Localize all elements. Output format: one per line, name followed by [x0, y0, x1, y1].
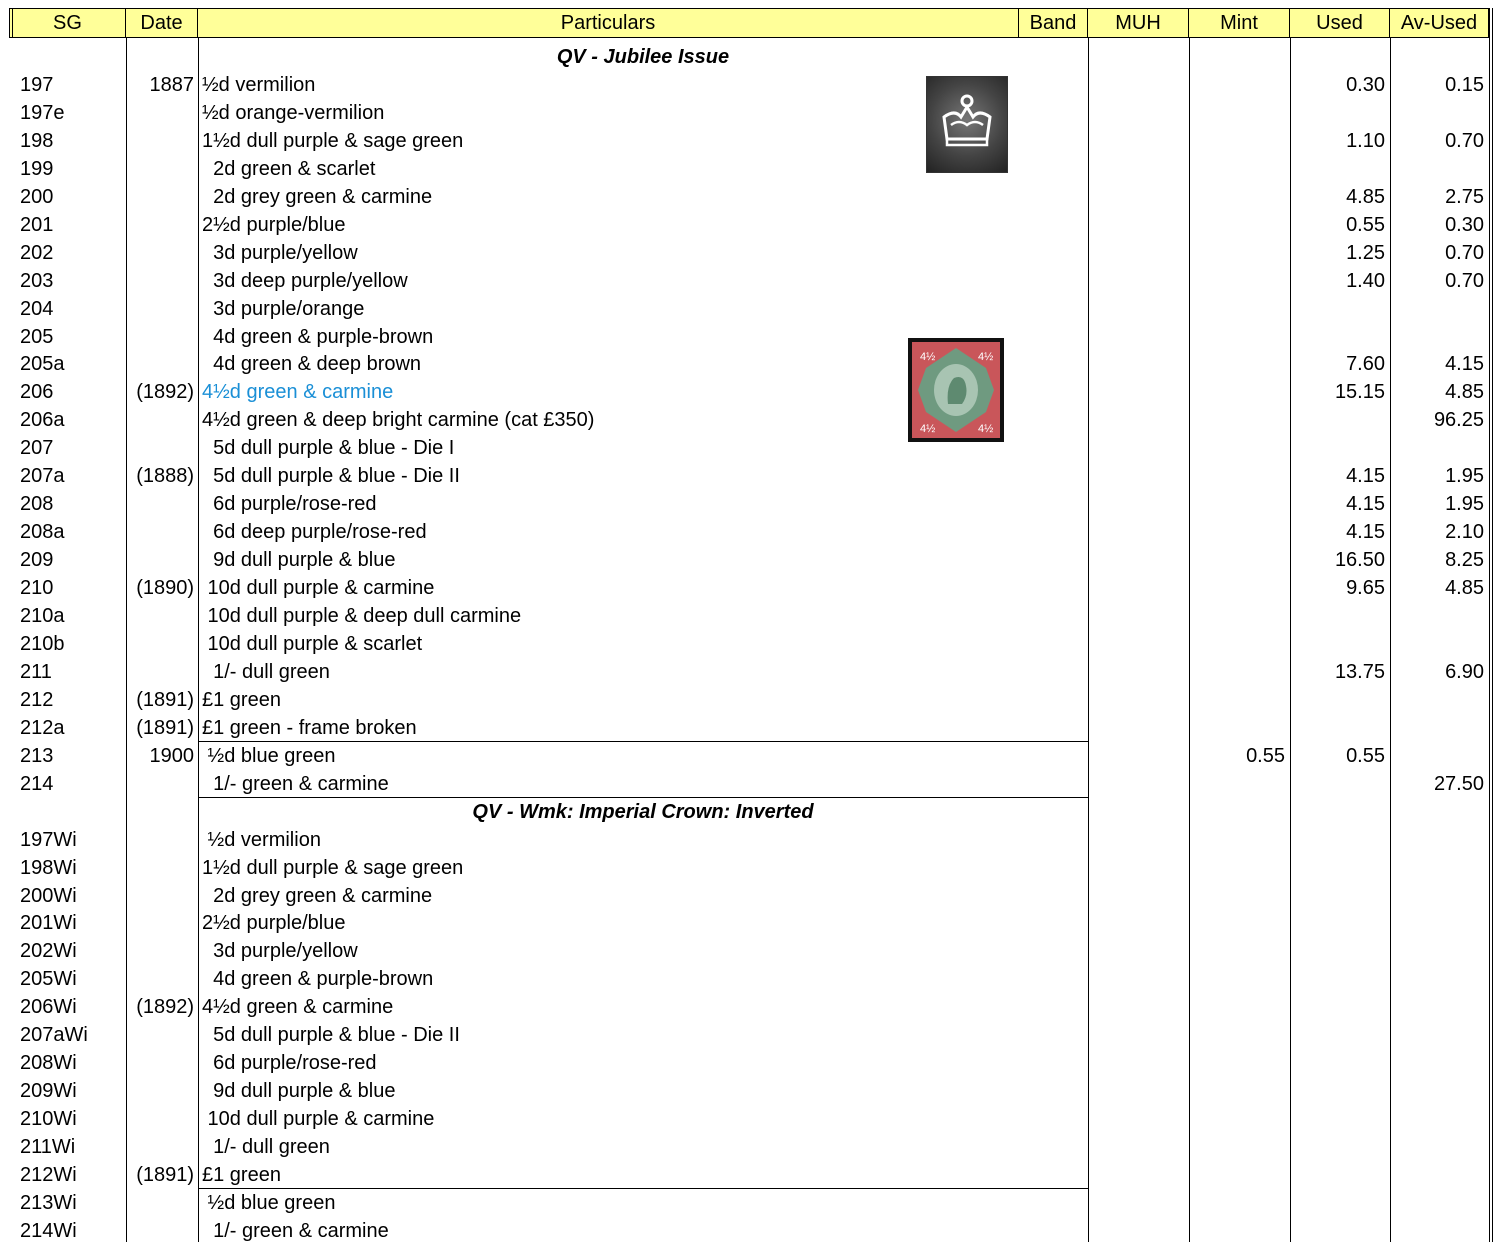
used-value[interactable]: 16.50: [1334, 549, 1385, 572]
particulars-cell[interactable]: 9d dull purple & blue: [202, 549, 396, 572]
sg-number[interactable]: 207: [20, 437, 54, 460]
mint-value[interactable]: [1189, 323, 1285, 351]
date-cell[interactable]: 1900: [149, 744, 194, 767]
sg-number[interactable]: 202: [20, 241, 54, 264]
header-top-border: [9, 8, 1490, 9]
av-used-value[interactable]: [1390, 155, 1484, 183]
mint-value[interactable]: [1189, 882, 1285, 910]
used-value[interactable]: [1290, 1077, 1385, 1105]
date-cell[interactable]: [126, 854, 194, 882]
particulars-cell[interactable]: ½d blue green: [202, 744, 336, 767]
used-value[interactable]: [1290, 993, 1385, 1021]
av-used-value[interactable]: [1390, 882, 1484, 910]
mint-value[interactable]: [1189, 630, 1285, 658]
used-value[interactable]: [1290, 406, 1385, 434]
mint-value[interactable]: [1189, 770, 1285, 798]
stamp-4half-image: [908, 338, 1004, 442]
sg-number[interactable]: 200: [20, 185, 54, 208]
particulars-cell[interactable]: 4d green & purple-brown: [202, 325, 434, 348]
av-used-value[interactable]: [1390, 742, 1484, 770]
svg-text:4½: 4½: [920, 351, 936, 363]
header-particulars[interactable]: Particulars: [198, 9, 1019, 37]
particulars-link[interactable]: 4½d green & carmine: [202, 381, 394, 404]
mint-value[interactable]: [1189, 518, 1285, 546]
av-used-value[interactable]: 4.85: [1445, 577, 1484, 600]
header-sg[interactable]: SG: [9, 9, 126, 37]
stamp-icon: [908, 338, 1004, 442]
used-value[interactable]: [1290, 1189, 1385, 1217]
av-used-value[interactable]: [1390, 1133, 1484, 1161]
sg-number[interactable]: 212Wi: [20, 1164, 77, 1186]
used-value[interactable]: 9.65: [1346, 577, 1385, 600]
used-value[interactable]: 1.25: [1346, 241, 1385, 264]
date-cell[interactable]: [126, 490, 194, 518]
mint-value[interactable]: [1189, 1217, 1285, 1245]
particulars-cell[interactable]: ½d orange-vermilion: [202, 101, 385, 124]
mint-value[interactable]: [1189, 267, 1285, 295]
sg-number[interactable]: 213: [20, 744, 54, 767]
date-cell[interactable]: (1888): [136, 465, 194, 488]
date-cell[interactable]: [126, 99, 194, 127]
particulars-cell[interactable]: 10d dull purple & carmine: [202, 1108, 435, 1131]
particulars-cell[interactable]: 6d purple/rose-red: [202, 1052, 377, 1075]
mint-value[interactable]: [1189, 1105, 1285, 1133]
used-value[interactable]: [1290, 323, 1385, 351]
sg-number[interactable]: 209: [20, 549, 54, 572]
av-used-value[interactable]: 8.25: [1445, 549, 1484, 572]
date-cell[interactable]: [126, 658, 194, 686]
header-bottom-border: [9, 37, 1490, 38]
sg-number[interactable]: 212: [20, 688, 54, 711]
used-value[interactable]: [1290, 155, 1385, 183]
used-value[interactable]: [1290, 965, 1385, 993]
sg-number[interactable]: 201: [20, 213, 54, 236]
date-cell[interactable]: [126, 937, 194, 965]
sg-number[interactable]: 206a: [20, 409, 65, 432]
date-cell[interactable]: [126, 1105, 194, 1133]
av-used-value[interactable]: [1390, 1217, 1484, 1245]
used-value[interactable]: [1290, 909, 1385, 937]
sg-number[interactable]: 208: [20, 493, 54, 516]
mint-value[interactable]: [1189, 1021, 1285, 1049]
band-right-line: [1088, 37, 1089, 1242]
sg-number[interactable]: 207aWi: [20, 1024, 88, 1047]
av-used-value[interactable]: [1390, 1077, 1484, 1105]
date-cell[interactable]: [126, 155, 194, 183]
date-cell[interactable]: [126, 183, 194, 211]
mint-value[interactable]: [1189, 714, 1285, 742]
mint-value[interactable]: [1189, 211, 1285, 239]
particulars-cell[interactable]: 2d grey green & carmine: [202, 884, 433, 907]
particulars-cell[interactable]: ½d vermilion: [202, 73, 316, 96]
used-value[interactable]: [1290, 882, 1385, 910]
sg-number[interactable]: 197: [20, 73, 54, 96]
date-cell[interactable]: [126, 239, 194, 267]
used-value[interactable]: 0.30: [1346, 73, 1385, 96]
particulars-cell[interactable]: 9d dull purple & blue: [202, 1080, 396, 1103]
sg-number[interactable]: 213Wi: [20, 1191, 77, 1214]
used-value[interactable]: [1290, 714, 1385, 742]
av-used-value[interactable]: [1390, 1161, 1484, 1189]
mint-value[interactable]: [1189, 1077, 1285, 1105]
sg-number[interactable]: 208a: [20, 521, 65, 544]
date-cell[interactable]: [126, 211, 194, 239]
sg-number[interactable]: 206Wi: [20, 996, 77, 1019]
used-value[interactable]: 1.10: [1346, 129, 1385, 152]
used-value[interactable]: [1290, 630, 1385, 658]
av-used-value[interactable]: [1390, 909, 1484, 937]
header-band[interactable]: Band: [1019, 9, 1088, 37]
date-cell[interactable]: [126, 770, 194, 798]
sg-number[interactable]: 204: [20, 297, 54, 320]
mint-value[interactable]: [1189, 993, 1285, 1021]
sg-number[interactable]: 205a: [20, 353, 65, 376]
date-cell[interactable]: [126, 1189, 194, 1217]
sg-number[interactable]: 205: [20, 325, 54, 348]
sg-number[interactable]: 210a: [20, 605, 65, 627]
mint-value[interactable]: 0.55: [1246, 744, 1285, 767]
av-used-value[interactable]: [1390, 965, 1484, 993]
particulars-cell[interactable]: 4½d green & deep bright carmine (cat £350): [202, 409, 595, 432]
date-cell[interactable]: [126, 546, 194, 574]
particulars-cell[interactable]: 10d dull purple & deep dull carmine: [202, 605, 522, 627]
particulars-col-line: [198, 37, 199, 1242]
av-used-value[interactable]: 1.95: [1445, 465, 1484, 488]
av-used-value[interactable]: 0.70: [1445, 269, 1484, 292]
header-date[interactable]: Date: [126, 9, 198, 37]
header-av-used[interactable]: Av-Used: [1390, 9, 1489, 37]
particulars-cell[interactable]: £1 green: [202, 688, 281, 711]
mint-value[interactable]: [1189, 854, 1285, 882]
date-cell[interactable]: [126, 909, 194, 937]
mint-value[interactable]: [1189, 350, 1285, 378]
header-mint[interactable]: Mint: [1189, 9, 1290, 37]
av-used-value[interactable]: 1.95: [1445, 493, 1484, 516]
used-value[interactable]: 0.55: [1346, 744, 1385, 767]
av-used-value[interactable]: [1390, 1105, 1484, 1133]
particulars-cell[interactable]: 3d purple/yellow: [202, 940, 358, 963]
used-value[interactable]: [1290, 1161, 1385, 1189]
mint-value[interactable]: [1189, 826, 1285, 854]
date-cell[interactable]: [126, 518, 194, 546]
av-used-value[interactable]: 2.75: [1445, 185, 1484, 208]
mint-value[interactable]: [1189, 1049, 1285, 1077]
used-value[interactable]: [1290, 1049, 1385, 1077]
used-value[interactable]: [1290, 1133, 1385, 1161]
particulars-cell[interactable]: 1½d dull purple & sage green: [202, 856, 464, 879]
particulars-cell[interactable]: 2d grey green & carmine: [202, 185, 433, 208]
mint-value[interactable]: [1189, 434, 1285, 462]
date-cell[interactable]: [126, 826, 194, 854]
sg-number[interactable]: 210b: [20, 632, 65, 655]
particulars-cell[interactable]: 5d dull purple & blue - Die I: [202, 437, 455, 460]
used-value[interactable]: [1290, 1105, 1385, 1133]
particulars-cell[interactable]: 10d dull purple & carmine: [202, 577, 435, 600]
mint-value[interactable]: [1189, 1133, 1285, 1161]
particulars-cell[interactable]: 2½d purple/blue: [202, 912, 346, 935]
av-used-value[interactable]: 96.25: [1433, 409, 1484, 432]
left-frame-line: [12, 8, 13, 38]
used-value[interactable]: [1290, 602, 1385, 630]
av-used-value[interactable]: [1390, 1049, 1484, 1077]
used-value[interactable]: [1290, 99, 1385, 127]
used-value[interactable]: 4.15: [1346, 465, 1385, 488]
particulars-cell[interactable]: 2d green & scarlet: [202, 157, 376, 180]
particulars-cell[interactable]: 4d green & purple-brown: [202, 968, 434, 991]
mint-value[interactable]: [1189, 965, 1285, 993]
av-used-value[interactable]: 4.85: [1445, 381, 1484, 404]
used-value[interactable]: [1290, 826, 1385, 854]
av-used-value[interactable]: 6.90: [1445, 660, 1484, 683]
particulars-cell[interactable]: £1 green: [202, 1164, 281, 1186]
sg-number[interactable]: 214Wi: [20, 1219, 77, 1242]
used-value[interactable]: [1290, 770, 1385, 798]
mint-value[interactable]: [1189, 99, 1285, 127]
mint-value[interactable]: [1189, 127, 1285, 155]
svg-text:4½: 4½: [978, 423, 994, 435]
section-title: QV - Jubilee Issue: [556, 46, 730, 68]
particulars-cell[interactable]: 5d dull purple & blue - Die II: [202, 465, 460, 488]
used-value[interactable]: [1290, 295, 1385, 323]
av-used-value[interactable]: [1390, 323, 1484, 351]
particulars-cell[interactable]: ½d blue green: [202, 1191, 336, 1214]
header-used[interactable]: Used: [1290, 9, 1390, 37]
mint-value[interactable]: [1189, 462, 1285, 490]
used-value[interactable]: [1290, 434, 1385, 462]
sg-number[interactable]: 201Wi: [20, 912, 77, 935]
particulars-cell[interactable]: 1/- green & carmine: [202, 1219, 389, 1242]
sg-number[interactable]: 206: [20, 381, 54, 404]
date-cell[interactable]: (1891): [136, 716, 194, 739]
sg-number[interactable]: 214: [20, 772, 54, 795]
used-value[interactable]: [1290, 937, 1385, 965]
particulars-cell[interactable]: 1/- dull green: [202, 660, 330, 683]
mint-value[interactable]: [1189, 574, 1285, 602]
section-title: QV - Wmk: Imperial Crown: Inverted: [472, 800, 814, 823]
av-used-value[interactable]: 0.70: [1445, 129, 1484, 152]
mint-value[interactable]: [1189, 546, 1285, 574]
sg-number[interactable]: 212a: [20, 716, 65, 739]
particulars-cell[interactable]: 5d dull purple & blue - Die II: [202, 1024, 460, 1047]
used-value[interactable]: 4.15: [1346, 493, 1385, 516]
mint-value[interactable]: [1189, 183, 1285, 211]
mint-value[interactable]: [1189, 658, 1285, 686]
used-value[interactable]: 7.60: [1346, 353, 1385, 376]
used-value[interactable]: [1290, 686, 1385, 714]
date-cell[interactable]: [126, 323, 194, 351]
used-value[interactable]: [1290, 1217, 1385, 1245]
date-cell[interactable]: [126, 1217, 194, 1245]
date-cell[interactable]: [126, 1133, 194, 1161]
date-cell[interactable]: [126, 267, 194, 295]
particulars-cell[interactable]: 6d purple/rose-red: [202, 493, 377, 516]
date-cell[interactable]: (1891): [136, 1164, 194, 1186]
av-used-value[interactable]: 0.70: [1445, 241, 1484, 264]
sg-number[interactable]: 198Wi: [20, 856, 77, 879]
particulars-cell[interactable]: 3d purple/yellow: [202, 241, 358, 264]
date-cell[interactable]: [126, 882, 194, 910]
particulars-cell[interactable]: £1 green - frame broken: [202, 716, 417, 739]
particulars-cell[interactable]: 3d purple/orange: [202, 297, 365, 320]
mint-value[interactable]: [1189, 1189, 1285, 1217]
date-cell[interactable]: [126, 630, 194, 658]
mint-value[interactable]: [1189, 239, 1285, 267]
av-used-value[interactable]: 0.30: [1445, 213, 1484, 236]
right-frame-line: [1492, 8, 1493, 1242]
mint-value[interactable]: [1189, 71, 1285, 99]
sg-number[interactable]: 211: [20, 660, 52, 683]
sg-number[interactable]: 200Wi: [20, 884, 77, 907]
particulars-cell[interactable]: 10d dull purple & scarlet: [202, 632, 423, 655]
sg-number[interactable]: 211Wi: [20, 1136, 76, 1159]
mint-value[interactable]: [1189, 909, 1285, 937]
sg-number[interactable]: 197e: [20, 101, 65, 124]
particulars-cell[interactable]: 4d green & deep brown: [202, 353, 422, 376]
date-cell[interactable]: (1891): [136, 688, 194, 711]
mint-value[interactable]: [1189, 295, 1285, 323]
date-cell[interactable]: [126, 1049, 194, 1077]
used-value[interactable]: 4.85: [1346, 185, 1385, 208]
particulars-cell[interactable]: 1/- dull green: [202, 1136, 330, 1159]
crown-watermark-image: [926, 76, 1008, 173]
particulars-cell[interactable]: ½d vermilion: [202, 828, 321, 851]
particulars-cell[interactable]: 2½d purple/blue: [202, 213, 346, 236]
used-value[interactable]: 0.55: [1346, 213, 1385, 236]
used-value[interactable]: [1290, 854, 1385, 882]
mint-value[interactable]: [1189, 937, 1285, 965]
date-cell[interactable]: [126, 1021, 194, 1049]
mint-value[interactable]: [1189, 1161, 1285, 1189]
date-cell[interactable]: [126, 127, 194, 155]
date-cell[interactable]: [126, 1077, 194, 1105]
particulars-cell[interactable]: 1/- green & carmine: [202, 772, 389, 795]
av-used-value[interactable]: [1390, 686, 1484, 714]
av-used-value[interactable]: [1390, 99, 1484, 127]
av-used-value[interactable]: 27.50: [1433, 772, 1484, 795]
sg-number[interactable]: 210Wi: [20, 1108, 77, 1131]
av-used-value[interactable]: [1390, 993, 1484, 1021]
date-cell[interactable]: (1892): [136, 996, 194, 1019]
sg-number[interactable]: 208Wi: [20, 1052, 77, 1075]
sg-number[interactable]: 207a: [20, 465, 65, 488]
date-cell[interactable]: [126, 434, 194, 462]
date-cell[interactable]: [126, 406, 194, 434]
particulars-cell[interactable]: 4½d green & carmine: [202, 996, 394, 1019]
used-value[interactable]: [1290, 1021, 1385, 1049]
mint-value[interactable]: [1189, 406, 1285, 434]
av-used-value[interactable]: [1390, 1021, 1484, 1049]
date-cell[interactable]: [126, 602, 194, 630]
av-used-value[interactable]: [1390, 295, 1484, 323]
date-cell[interactable]: [126, 350, 194, 378]
sg-number[interactable]: 205Wi: [20, 968, 77, 991]
av-used-value[interactable]: [1390, 602, 1484, 630]
particulars-cell[interactable]: 3d deep purple/yellow: [202, 269, 408, 292]
sg-number[interactable]: 199: [20, 157, 54, 180]
sg-number[interactable]: 198: [20, 129, 54, 152]
sheet-right-border: [1489, 8, 1490, 1242]
av-used-value[interactable]: 2.10: [1445, 521, 1484, 544]
av-used-value[interactable]: [1390, 937, 1484, 965]
av-used-value[interactable]: [1390, 826, 1484, 854]
av-used-value[interactable]: [1390, 434, 1484, 462]
mint-value[interactable]: [1189, 602, 1285, 630]
particulars-cell[interactable]: 1½d dull purple & sage green: [202, 129, 464, 152]
sg-number[interactable]: 209Wi: [20, 1080, 77, 1103]
sheet-left-border: [9, 8, 10, 38]
av-used-value[interactable]: 4.15: [1445, 353, 1484, 376]
header-muh[interactable]: MUH: [1088, 9, 1189, 37]
svg-text:4½: 4½: [978, 351, 994, 363]
av-used-value[interactable]: [1390, 714, 1484, 742]
sg-number[interactable]: 203: [20, 269, 54, 292]
crown-icon: [927, 77, 1007, 172]
mint-value[interactable]: [1189, 378, 1285, 406]
av-used-value[interactable]: [1390, 1189, 1484, 1217]
mint-value[interactable]: [1189, 490, 1285, 518]
sg-number[interactable]: 202Wi: [20, 940, 77, 963]
av-used-value[interactable]: 0.15: [1445, 73, 1484, 96]
used-value[interactable]: 4.15: [1346, 521, 1385, 544]
used-value[interactable]: 15.15: [1334, 381, 1385, 404]
sg-number[interactable]: 197Wi: [20, 828, 77, 851]
sg-number[interactable]: 210: [20, 577, 54, 600]
av-used-value[interactable]: [1390, 630, 1484, 658]
mint-value[interactable]: [1189, 686, 1285, 714]
mint-value[interactable]: [1189, 155, 1285, 183]
used-value[interactable]: 1.40: [1346, 269, 1385, 292]
av-used-value[interactable]: [1390, 854, 1484, 882]
date-cell[interactable]: 1887: [149, 73, 194, 96]
date-cell[interactable]: (1892): [136, 381, 194, 404]
svg-text:4½: 4½: [920, 423, 936, 435]
used-value[interactable]: 13.75: [1334, 660, 1385, 683]
particulars-cell[interactable]: 6d deep purple/rose-red: [202, 521, 427, 544]
date-cell[interactable]: [126, 965, 194, 993]
date-cell[interactable]: [126, 295, 194, 323]
date-cell[interactable]: (1890): [136, 577, 194, 600]
